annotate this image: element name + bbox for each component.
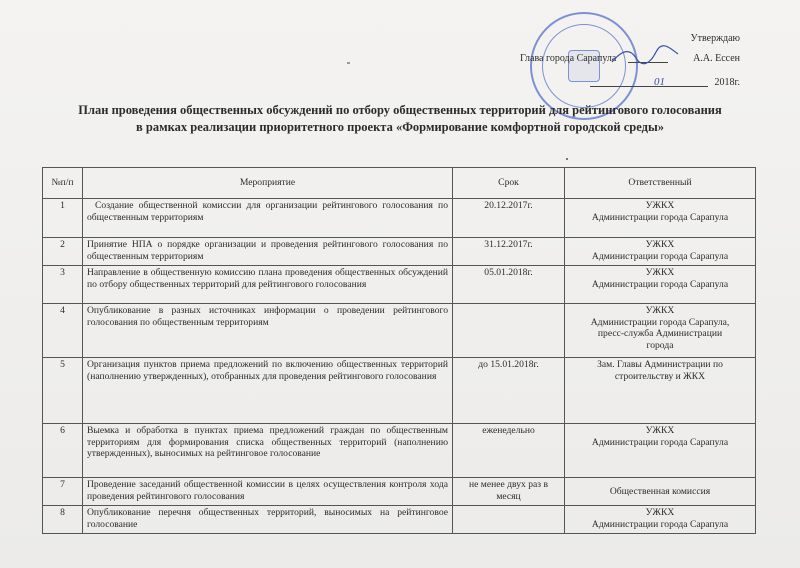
row-responsible [565, 304, 756, 358]
row-event: Организация пунктов приема предложений по включению общественных территорий (наполнению утвержденных), отобранных для проведения рейтингового голосования [83, 358, 453, 424]
responsible-line: Администрации города Сарапула, [590, 316, 730, 328]
col-header-deadline: Срок [453, 168, 565, 199]
row-deadline: еженедельно [453, 424, 565, 478]
row-event: Направление в общественную комиссию плана проведения общественных обсуждений по отбору общественных территорий для рейтингового голосования [83, 266, 453, 304]
row-event: Создание общественной комиссии для организации рейтингового голосования по общественным территориям [83, 199, 453, 238]
table-row [43, 358, 756, 424]
row-deadline: не менее двух раз в месяц [453, 478, 565, 506]
row-deadline: 05.01.2018г. [453, 266, 565, 304]
row-number: 5 [43, 358, 83, 424]
approval-day: 01 [654, 76, 665, 88]
row-deadline: до 15.01.2018г. [453, 358, 565, 424]
table-header-row [43, 168, 756, 199]
row-responsible [565, 424, 756, 478]
table-row [43, 238, 756, 266]
handwritten-signature [610, 44, 680, 68]
table-row [43, 478, 756, 506]
row-responsible [565, 506, 756, 534]
col-header-number: №п/п [43, 168, 83, 199]
row-deadline: 31.12.2017г. [453, 238, 565, 266]
row-deadline [453, 304, 565, 358]
row-event: Принятие НПА о порядке организации и проведения рейтингового голосования по общественным территориям [83, 238, 453, 266]
table-row [43, 199, 756, 238]
row-deadline [453, 506, 565, 534]
col-header-responsible: Ответственный [565, 168, 756, 199]
signatory-position: Глава города Сарапула [520, 53, 617, 64]
row-event: Выемка и обработка в пунктах приема предложений граждан по общественным территориям для формирования списка общественных территорий (наполнению утвержденных), выносимых на рейтинговое голосование [83, 424, 453, 478]
row-number: 1 [43, 199, 83, 238]
responsible-line: УЖКХ [645, 267, 675, 278]
row-responsible [565, 199, 756, 238]
table-row [43, 424, 756, 478]
signatory-name: А.А. Ессен [693, 53, 740, 64]
responsible-line: УЖКХ [645, 200, 675, 211]
responsible-line: УЖКХ [645, 425, 675, 436]
responsible-line: Администрации города Сарапула [591, 518, 729, 530]
row-responsible [565, 266, 756, 304]
responsible-line: УЖКХ [645, 239, 675, 250]
row-number: 8 [43, 506, 83, 534]
responsible-line: Администрации города Сарапула [591, 436, 729, 448]
approval-heading: Утверждаю [690, 33, 740, 44]
row-responsible [565, 478, 756, 506]
row-responsible [565, 358, 756, 424]
row-event: Опубликование в разных источниках информации о проведении рейтингового голосования по общественным территориям [83, 304, 453, 358]
row-event: Опубликование перечня общественных территорий, выносимых на рейтинговое голосование [83, 506, 453, 534]
responsible-line: пресс-служба Администрации [597, 328, 723, 339]
document-title [0, 102, 800, 136]
table-row [43, 304, 756, 358]
responsible-line: Зам. Главы Администрации по [597, 359, 723, 370]
responsible-line: города [646, 339, 674, 351]
col-header-event: Мероприятие [83, 168, 453, 199]
title-line-2: в рамках реализации приоритетного проекта «Формирование комфортной городской среды» [136, 120, 664, 134]
row-number: 2 [43, 238, 83, 266]
plan-table [42, 167, 756, 534]
paper-speck [347, 62, 350, 64]
row-event: Проведение заседаний общественной комиссии в целях осуществления контроля хода проведения рейтингового голосования [83, 478, 453, 506]
table-row [43, 506, 756, 534]
paper-speck [566, 158, 568, 160]
row-responsible [565, 238, 756, 266]
responsible-line: Общественная комиссия [609, 485, 711, 497]
date-line [590, 86, 708, 87]
responsible-line: строительству и ЖКХ [614, 370, 706, 382]
responsible-line: УЖКХ [645, 305, 675, 316]
table-row [43, 266, 756, 304]
row-number: 4 [43, 304, 83, 358]
row-number: 3 [43, 266, 83, 304]
row-deadline: 20.12.2017г. [453, 199, 565, 238]
row-number: 6 [43, 424, 83, 478]
responsible-line: Администрации города Сарапула [591, 211, 729, 223]
row-number: 7 [43, 478, 83, 506]
responsible-line: Администрации города Сарапула [591, 278, 729, 290]
responsible-line: УЖКХ [645, 507, 675, 518]
approval-year: 2018г. [714, 77, 740, 88]
title-line-1: План проведения общественных обсуждений по отбору общественных территорий для рейтингового голосования [78, 103, 722, 117]
responsible-line: Администрации города Сарапула [591, 250, 729, 262]
